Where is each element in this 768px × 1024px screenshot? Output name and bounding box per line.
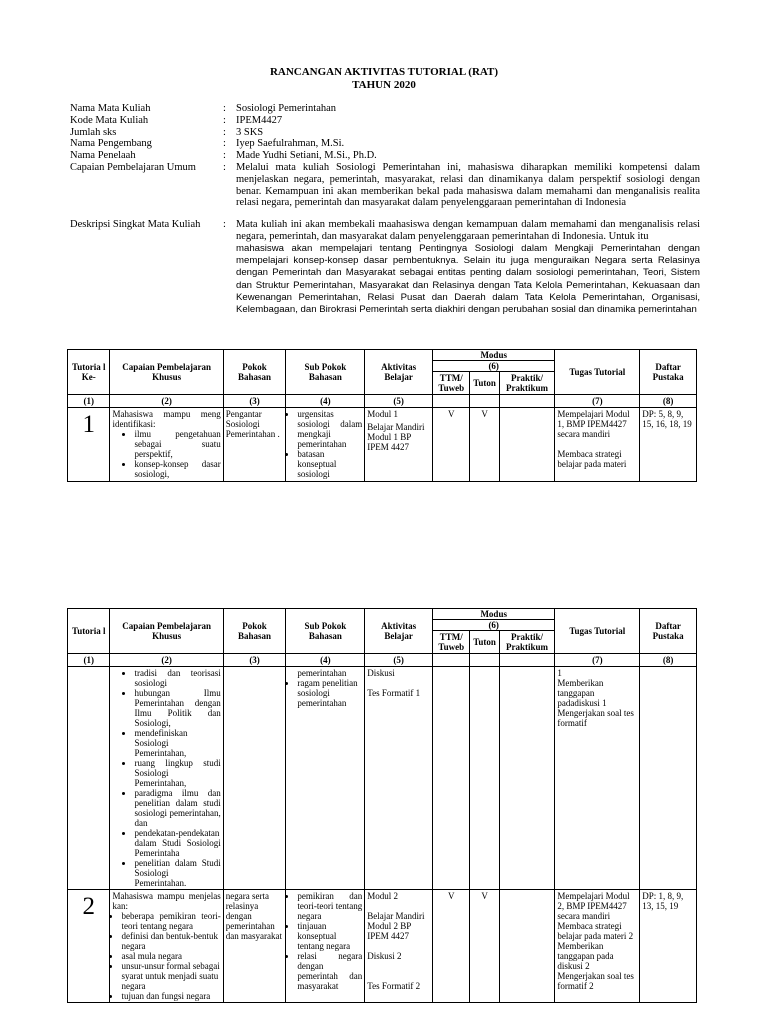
tutorial-table-1 bbox=[67, 349, 697, 482]
list-item: • ilmu pengetahuan sebagai suatu perspektif, bbox=[134, 429, 220, 459]
tugas-line: Mengerjakan soal tes formatif bbox=[557, 708, 634, 728]
table-row bbox=[68, 890, 697, 1003]
tuton-cell bbox=[470, 667, 499, 890]
info-row-description bbox=[70, 219, 700, 316]
info-row-general-outcome bbox=[70, 162, 700, 209]
col-num: (4) bbox=[286, 395, 365, 408]
info-colon: : bbox=[223, 126, 226, 138]
list-item: • relasi negara dengan pemerintah dan masyarakat bbox=[297, 951, 362, 991]
list-item: • pendekatan-pendekatan dalam Studi Sosiologi Pemerintaha bbox=[134, 828, 220, 858]
col-num: (5) bbox=[365, 654, 433, 667]
list-item: • hubungan Ilmu Pemerintahan dengan Ilmu Politik dan Sosiologi, bbox=[134, 688, 220, 728]
tugas-line: 1 bbox=[557, 668, 562, 678]
aktivitas-cell bbox=[365, 890, 433, 1003]
info-colon: : bbox=[223, 150, 226, 162]
capaian-intro: Mahasiswa mampu menjelas kan: bbox=[112, 891, 221, 911]
capaian-cell bbox=[110, 408, 223, 482]
info-label: Nama Pengembang bbox=[70, 138, 152, 150]
col-num: (8) bbox=[640, 654, 697, 667]
col-header-tugas: Tugas Tutorial bbox=[555, 350, 640, 395]
praktik-cell bbox=[499, 667, 555, 890]
praktik-cell bbox=[499, 408, 555, 482]
list-item: • tinjauan konseptual tentang negara bbox=[297, 921, 362, 951]
aktivitas-cell bbox=[365, 667, 433, 890]
list-item: • konsep-konsep dasar sosiologi, bbox=[134, 459, 220, 479]
description-text-cont: mahasiswa akan mempelajari tentang Pentingnya Sosiologi dalam Mengkaji Pemerintahan dengan mempelajari konsep-konsep dasar pembentuknya. Selain itu juga menguraikan Negara serta Relasinya dengan Pemerintah dan Masyarakat sebagai entitas penting dalam sosiologi pemerintahan, Teori, Sistem dan Struktur Pemerintahan, Masyarakat dan Relasinya dengan Tata Kelola Pemerintahan, Kekuasaan dan Kewenangan Pemerintahan, Relasi Pusat dan Daerah dalam Tata Kelola Pemerintahan, Organisasi, Kelembagaan, dan Birokrasi Pemerintah serta diakhiri dengan perubahan sosial dan dinamika pemerintahan bbox=[236, 242, 700, 316]
col-num: (3) bbox=[223, 395, 286, 408]
sub-list bbox=[288, 678, 362, 708]
col-header-modus bbox=[433, 350, 555, 372]
aktivitas-line: Belajar Mandiri Modul 1 BP IPEM 4427 bbox=[367, 422, 425, 452]
list-item: • penelitian dalam Studi Sosiologi Pemerintahan. bbox=[134, 858, 220, 888]
description-text: Mata kuliah ini akan membekali maahasiswa dengan kemampuan dalam memahami dan menganalisis relasi negara, pemerintah, dan masyarakat dalam penyelenggaraan pemerintahan di Indonesia. Untuk itu bbox=[236, 219, 700, 242]
list-item: • unsur-unsur formal sebagai syarat untuk menjadi suatu negara bbox=[121, 961, 220, 991]
sub-pokok-cell bbox=[286, 890, 365, 1003]
column-number-row bbox=[68, 654, 697, 667]
info-value bbox=[236, 219, 700, 316]
col-num: (2) bbox=[110, 395, 223, 408]
column-number-row bbox=[68, 395, 697, 408]
col-num-empty bbox=[433, 654, 470, 667]
info-label: Capaian Pembelajaran Umum bbox=[70, 161, 196, 173]
list-item: • tradisi dan teorisasi sosiologi bbox=[134, 668, 220, 688]
col-header-ttm: TTM/ Tuweb bbox=[433, 631, 470, 654]
pokok-cell: Pengantar Sosiologi Pemerintahan . bbox=[223, 408, 286, 482]
capaian-list bbox=[112, 911, 220, 1001]
aktivitas-line: Modul 1 bbox=[367, 409, 399, 419]
info-colon: : bbox=[223, 219, 226, 231]
tutorial-table-2 bbox=[67, 608, 697, 1003]
col-num: (2) bbox=[110, 654, 223, 667]
list-item: • ruang lingkup studi Sosiologi Pemerintahan, bbox=[134, 758, 220, 788]
col-header-capaian: Capaian Pembelajaran Khusus bbox=[110, 350, 223, 395]
list-item: • definisi dan bentuk-bentuk negara bbox=[121, 931, 220, 951]
col-header-ttm: TTM/ Tuweb bbox=[433, 372, 470, 395]
modus-label: Modus bbox=[433, 350, 554, 361]
info-row-course-name bbox=[70, 103, 700, 115]
ttm-cell: V bbox=[433, 890, 470, 1003]
col-num: (4) bbox=[286, 654, 365, 667]
aktivitas-line: Tes Formatif 1 bbox=[367, 688, 421, 698]
info-label: Deskripsi Singkat Mata Kuliah bbox=[70, 219, 201, 231]
tutorial-number-empty bbox=[68, 667, 110, 890]
list-item: • asal mula negara bbox=[121, 951, 220, 961]
table-row bbox=[68, 667, 697, 890]
tutorial-number: 2 bbox=[68, 890, 110, 1003]
col-header-tugas: Tugas Tutorial bbox=[555, 609, 640, 654]
capaian-list bbox=[112, 668, 220, 888]
tuton-cell: V bbox=[470, 408, 499, 482]
aktivitas-line: Tes Formatif 2 bbox=[367, 981, 421, 991]
modus-num: (6) bbox=[488, 620, 499, 630]
capaian-intro: Mahasiswa mampu meng identifikasi: bbox=[112, 409, 221, 429]
pokok-cell: negara serta relasinya dengan pemerintahan dan masyarakat bbox=[223, 890, 286, 1003]
capaian-list bbox=[112, 429, 220, 479]
col-num: (8) bbox=[640, 395, 697, 408]
col-header-pokok: Pokok Bahasan bbox=[223, 609, 286, 654]
info-row-course-code bbox=[70, 115, 700, 127]
col-num: (3) bbox=[223, 654, 286, 667]
col-header-pustaka: Daftar Pustaka bbox=[640, 350, 697, 395]
info-colon: : bbox=[223, 103, 226, 114]
tugas-line: Mengerjakan soal tes formatif 2 bbox=[557, 971, 634, 991]
tugas-line: Mempelajari Modul 2, BMP IPEM4427 secara mandiri bbox=[557, 891, 630, 921]
col-num-empty bbox=[499, 395, 555, 408]
header-row bbox=[68, 609, 697, 631]
list-item: • paradigma ilmu dan penelitian dalam studi sosiologi pemerintahan, dan bbox=[134, 788, 220, 828]
info-colon: : bbox=[223, 114, 226, 126]
tugas-cell bbox=[555, 408, 640, 482]
aktivitas-line: Modul 2 bbox=[367, 891, 399, 901]
header-row bbox=[68, 350, 697, 372]
capaian-cell bbox=[110, 667, 223, 890]
info-row-sks bbox=[70, 127, 700, 139]
col-header-praktik: Praktik/ Praktikum bbox=[499, 372, 555, 395]
tugas-line: Mempelajari Modul 1, BMP IPEM4427 secara mandiri bbox=[557, 409, 630, 439]
col-header-capaian: Capaian Pembelajaran Khusus bbox=[110, 609, 223, 654]
sub-list bbox=[288, 891, 362, 991]
col-header-modus bbox=[433, 609, 555, 631]
tutorial-number: 1 bbox=[68, 408, 110, 482]
tuton-cell: V bbox=[470, 890, 499, 1003]
info-value: 3 SKS bbox=[236, 126, 264, 138]
col-num: (5) bbox=[365, 395, 433, 408]
pustaka-cell: DP: 1, 8, 9, 13, 15, 19 bbox=[640, 890, 697, 1003]
col-header-sub-pokok: Sub Pokok Bahasan bbox=[286, 609, 365, 654]
list-item: • mendefiniskan Sosiologi Pemerintahan, bbox=[134, 728, 220, 758]
capaian-cell bbox=[110, 890, 223, 1003]
tugas-line: Membaca strategi belajar pada materi bbox=[557, 449, 627, 469]
sub-pokok-cell bbox=[286, 667, 365, 890]
col-num: (7) bbox=[555, 654, 640, 667]
sub-pokok-cell bbox=[286, 408, 365, 482]
list-item: • urgensitas sosiologi dalam mengkaji pemerintahan bbox=[297, 409, 362, 449]
col-header-sub-pokok: Sub Pokok Bahasan bbox=[286, 350, 365, 395]
col-header-tuton: Tuton bbox=[470, 631, 499, 654]
sub-text: pemerintahan bbox=[297, 668, 347, 678]
col-num-empty bbox=[470, 654, 499, 667]
year-text: TAHUN 2020 bbox=[352, 79, 416, 91]
col-header-tutorial: Tutoria l bbox=[68, 609, 110, 654]
info-row-developer bbox=[70, 138, 700, 150]
modus-label: Modus bbox=[433, 609, 554, 620]
col-num: (1) bbox=[68, 395, 110, 408]
list-item: • ragam penelitian sosiologi pemerintahan bbox=[297, 678, 362, 708]
ttm-cell: V bbox=[433, 408, 470, 482]
col-header-aktivitas: Aktivitas Belajar bbox=[365, 350, 433, 395]
info-value: Melalui mata kuliah Sosiologi Pemerintahan ini, mahasiswa diharapkan memiliki kompetensi dalam menjelaskan negara, pemerintah, masyarakat, relasi dan dinamikanya dalam perspektif sosiologi dengan benar. Kemampuan ini akan memberikan bekal pada mahasiswa dalam memahami dan menganalisis realita relasi negara, pemerintah dan masyarakat dalam penyelenggaraan pemerintahan di Indonesia bbox=[236, 161, 700, 209]
praktik-cell bbox=[499, 890, 555, 1003]
tugas-cell bbox=[555, 890, 640, 1003]
col-num-empty bbox=[470, 395, 499, 408]
info-value: Sosiologi Pemerintahan bbox=[236, 103, 337, 114]
col-header-praktik: Praktik/ Praktikum bbox=[499, 631, 555, 654]
pokok-cell-empty bbox=[223, 667, 286, 890]
info-label: Nama Penelaah bbox=[70, 150, 136, 162]
tugas-cell bbox=[555, 667, 640, 890]
col-num-empty bbox=[433, 395, 470, 408]
info-label: Kode Mata Kuliah bbox=[70, 114, 149, 126]
pustaka-cell-empty bbox=[640, 667, 697, 890]
course-info bbox=[70, 103, 700, 317]
col-header-pustaka: Daftar Pustaka bbox=[640, 609, 697, 654]
aktivitas-line: Belajar Mandiri Modul 2 BP IPEM 4427 bbox=[367, 911, 425, 941]
document-title bbox=[0, 66, 768, 92]
aktivitas-line: Diskusi 2 bbox=[367, 951, 402, 961]
table-row bbox=[68, 408, 697, 482]
info-row-reviewer bbox=[70, 150, 700, 162]
col-num-empty bbox=[499, 654, 555, 667]
info-label: Jumlah sks bbox=[70, 126, 117, 138]
list-item: • beberapa pemikiran teori-teori tentang negara bbox=[121, 911, 220, 931]
tugas-line: Membaca strategi belajar pada materi 2 bbox=[557, 921, 634, 941]
info-value: Made Yudhi Setiani, M.Si., Ph.D. bbox=[236, 150, 377, 162]
sub-list bbox=[288, 409, 362, 479]
col-header-tutorial: Tutoria l Ke- bbox=[68, 350, 110, 395]
aktivitas-cell bbox=[365, 408, 433, 482]
info-value: IPEM4427 bbox=[236, 114, 283, 126]
col-header-tuton: Tuton bbox=[470, 372, 499, 395]
list-item: • batasan konseptual sosiologi bbox=[297, 449, 362, 479]
pustaka-cell: DP: 5, 8, 9, 15, 16, 18, 19 bbox=[640, 408, 697, 482]
modus-num: (6) bbox=[488, 361, 499, 371]
list-item: • tujuan dan fungsi negara bbox=[121, 991, 220, 1001]
info-label: Nama Mata Kuliah bbox=[70, 103, 151, 114]
info-colon: : bbox=[223, 161, 226, 173]
col-header-pokok: Pokok Bahasan bbox=[223, 350, 286, 395]
info-value: Iyep Saefulrahman, M.Si. bbox=[236, 138, 345, 150]
col-num: (1) bbox=[68, 654, 110, 667]
col-num: (7) bbox=[555, 395, 640, 408]
col-header-aktivitas: Aktivitas Belajar bbox=[365, 609, 433, 654]
info-colon: : bbox=[223, 138, 226, 150]
list-item: • pemikiran dan teori-teori tentang negara bbox=[297, 891, 362, 921]
ttm-cell bbox=[433, 667, 470, 890]
tugas-line: Memberikan tanggapan padadiskusi 1 bbox=[557, 678, 607, 708]
tugas-line: Memberikan tanggapan pada diskusi 2 bbox=[557, 941, 614, 971]
title-text: RANCANGAN AKTIVITAS TUTORIAL (RAT) bbox=[269, 66, 499, 78]
aktivitas-line: Diskusi bbox=[367, 668, 395, 678]
